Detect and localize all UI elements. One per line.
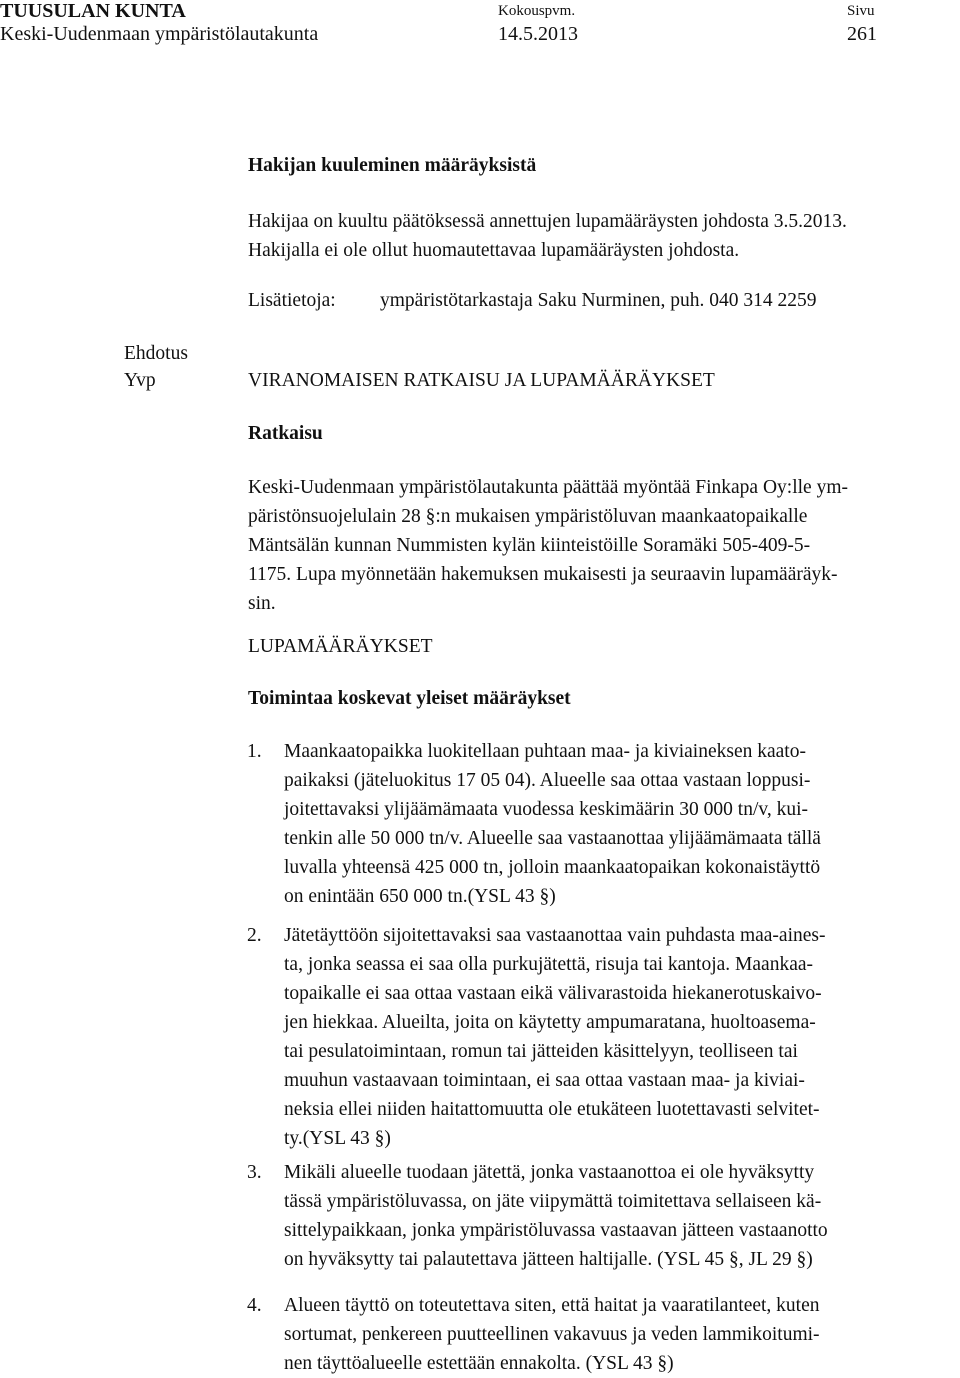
text-line: ta, jonka seassa ei saa olla purkujätettä, risuja tai kantoja. Maankaa- — [284, 954, 814, 975]
decision-paragraph — [248, 473, 953, 618]
decision-subheading: Ratkaisu — [248, 423, 323, 444]
condition-number: 4. — [247, 1295, 262, 1316]
decision-heading: VIRANOMAISEN RATKAISU JA LUPAMÄÄRÄYKSET — [248, 370, 715, 391]
hearing-paragraph — [248, 207, 953, 265]
text-line: luvalla yhteensä 425 000 tn, jolloin maankaatopaikan kokonaistäyttö — [284, 857, 821, 878]
text-line: Maankaatopaikka luokitellaan puhtaan maa- ja kiviaineksen kaato- — [284, 741, 806, 762]
text-line: Hakijalla ei ole ollut huomautettavaa lupamääräysten johdosta. — [248, 240, 740, 261]
text-line: Alueen täyttö on toteutettava siten, että haitat ja vaaratilanteet, kuten — [284, 1295, 820, 1316]
info-label: Lisätietoja: — [248, 290, 336, 311]
text-line: on enintään 650 000 tn.(YSL 43 §) — [284, 886, 556, 907]
text-line: päristönsuojelulain 28 §:n mukaisen ympäristöluvan maankaatopaikalle — [248, 506, 808, 527]
text-line: tai pesulatoimintaan, romun tai jätteiden käsittelyyn, teolliseen tai — [284, 1041, 798, 1062]
condition-number: 1. — [247, 741, 262, 762]
text-line: Mikäli alueelle tuodaan jätettä, jonka vastaanottoa ei ole hyväksytty — [284, 1162, 815, 1183]
conditions-heading: LUPAMÄÄRÄYKSET — [248, 636, 433, 657]
presenter-label: Yvp — [124, 370, 156, 391]
meeting-date-label: Kokouspvm. — [498, 3, 576, 19]
proposal-label: Ehdotus — [124, 343, 188, 364]
text-line: 1175. Lupa myönnetään hakemuksen mukaisesti ja seuraavin lupamääräyk- — [248, 564, 838, 585]
text-line: paikaksi (jäteluokitus 17 05 04). Alueelle saa ottaa vastaan loppusi- — [284, 770, 811, 791]
meeting-date: 14.5.2013 — [498, 23, 578, 45]
text-line: joitettavaksi ylijäämämaata vuodessa keskimäärin 30 000 tn/v, kui- — [284, 799, 809, 820]
general-conditions-heading: Toimintaa koskevat yleiset määräykset — [248, 688, 571, 709]
condition-item-3 — [247, 1158, 960, 1274]
text-line: sittelypaikkaan, jonka ympäristöluvassa vastaavan jätteen vastaanotto — [284, 1220, 828, 1241]
info-value: ympäristötarkastaja Saku Nurminen, puh. 040 314 2259 — [380, 290, 817, 311]
text-line: topaikalle ei saa ottaa vastaan eikä välivarastoida hiekanerotuskaivo- — [284, 983, 822, 1004]
text-line: Mäntsälän kunnan Nummisten kylän kiinteistöille Soramäki 505-409-5- — [248, 535, 811, 556]
page-label: Sivu — [847, 3, 875, 19]
text-line: sin. — [248, 593, 276, 614]
condition-item-4 — [247, 1291, 960, 1378]
condition-item-1 — [247, 737, 960, 911]
text-line: nen täyttöalueelle estettään ennakolta. (YSL 43 §) — [284, 1353, 674, 1374]
text-line: Hakijaa on kuultu päätöksessä annettujen lupamääräysten johdosta 3.5.2013. — [248, 211, 847, 232]
municipality-name: TUUSULAN KUNTA — [0, 0, 186, 22]
condition-number: 3. — [247, 1162, 262, 1183]
page-number: 261 — [847, 23, 877, 45]
committee-name: Keski-Uudenmaan ympäristölautakunta — [0, 23, 319, 45]
text-line: Jätetäyttöön sijoitettavaksi saa vastaanottaa vain puhdasta maa-aines- — [284, 925, 826, 946]
text-line: on hyväksytty tai palautettava jätteen haltijalle. (YSL 45 §, JL 29 §) — [284, 1249, 813, 1270]
text-line: sortumat, penkereen puutteellinen vakavuus ja veden lammikoitumi- — [284, 1324, 820, 1345]
text-line: neksia ellei niiden haitattomuutta ole etukäteen luotettavasti selvitet- — [284, 1099, 820, 1120]
hearing-heading: Hakijan kuuleminen määräyksistä — [248, 155, 537, 176]
text-line: Keski-Uudenmaan ympäristölautakunta päättää myöntää Finkapa Oy:lle ym- — [248, 477, 848, 498]
text-line: muuhun vastaavaan toimintaan, ei saa ottaa vastaan maa- ja kiviai- — [284, 1070, 805, 1091]
condition-item-2 — [247, 921, 960, 1153]
text-line: tenkin alle 50 000 tn/v. Alueelle saa vastaanottaa ylijäämämaata tällä — [284, 828, 821, 849]
text-line: jen hiekkaa. Alueilta, joita on käytetty ampumaratana, huoltoasema- — [284, 1012, 816, 1033]
text-line: ty.(YSL 43 §) — [284, 1128, 391, 1149]
text-line: tässä ympäristöluvassa, on jäte viipymättä toimitettava sellaiseen kä- — [284, 1191, 822, 1212]
condition-number: 2. — [247, 925, 262, 946]
